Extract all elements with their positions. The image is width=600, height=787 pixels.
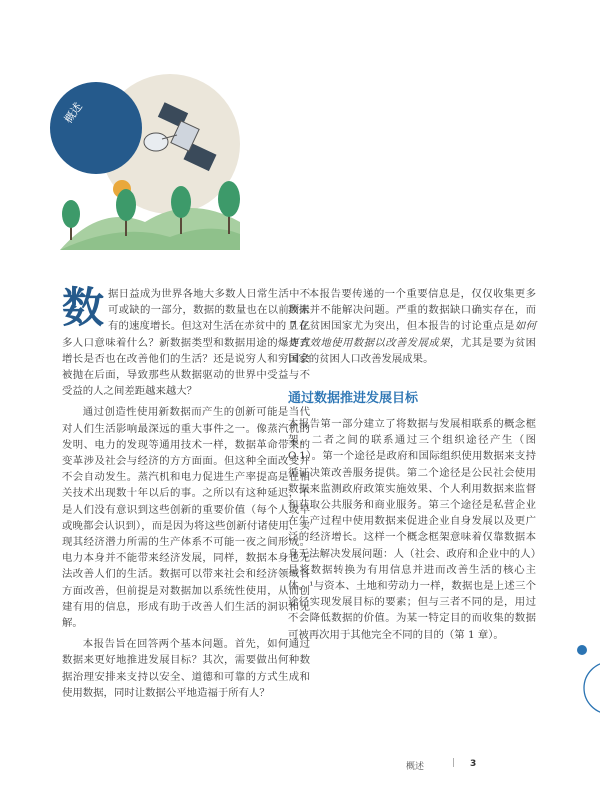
key-message-paragraph: 本报告要传递的一个重要信息是，仅仅收集更多数据并不能解决问题。严重的数据缺口确实存在，而且在贫困国家尤为突出，但本报告的讨论重点是如何更有效地使用数据以改善发展成果，尤其是要为贫困国家的贫困人口改善发展成果。 (288, 288, 537, 365)
overview-illustration (40, 72, 250, 250)
body-paragraph: 本报告第一部分建立了将数据与发展相联系的概念框架，二者之间的联系通过三个组织途径产生（图 O.1）。第一个途径是政府和国际组织使用数据来支持循证决策改善服务提供。第二个途径是公民社会使用数据来监测政府政策实施效果、个人利用数据来监督和获取公共服务和商业服务。第三个途径是私营企业在生产过程中使用数据来促进企业自身发展以及更广泛的经济增长。这样一个概念框架意味着仅靠数据本身无法解决发展问题：人（社会、政府和企业中的人）是将数据转换为有用信息并进而改善生活的核心主体。¹与资本、土地和劳动力一样，数据也是上述三个途径实现发展目标的要素；但与三者不同的是，用过不会降低数据的价值。为某一特定目的而收集的数据可被再次用于其他完全不同的目的（第 1 章）。 (288, 418, 536, 641)
intro-paragraph (62, 283, 310, 399)
right-column (288, 286, 536, 648)
drop-cap: 数 (62, 283, 105, 332)
intro-paragraph-text: 据日益成为世界各地大多数人日常生活中不可或缺的一部分，数据的数量也在以前所未有的速度增长。但这对生活在赤贫中的 7 亿多人口意味着什么？新数据类型和数据用途的爆炸式增长是否也在改善他们的生活？还是说穷人和穷国会被抛在后面，导致那些从数据驱动的世界中受益与不受益的人之间差距越来越大？ (62, 288, 310, 398)
dot-icon (577, 645, 587, 655)
body-paragraph: 通过创造性使用新数据而产生的创新可能是当代对人们生活影响最深远的重大事件之一。像蒸汽机的发明、电力的发现等通用技术一样，数据革命带来的变革涉及社会与经济的方方面面。但这种全面改变并不会自动发生。蒸汽机和电力促进生产率提高是在相关技术出现数十年以后的事。之所以有这种延迟，不是人们没有意识到这些创新的重要价值（每个人或早或晚都会认识到），而是因为将这些创新付诸使用、实现其经济潜力所需的生产体系不可能一夜之间形成。电力本身并不能带来经济发展，同样，数据本身也无法改善人们的生活。数据可以带来社会和经济领域各方面改善，但前提是对数据加以系统性使用，从而创建有用的信息，形成有助于改善人们生活的洞识和见解。 (62, 406, 310, 630)
page-number: 3 (470, 759, 477, 769)
emphasis-text: 如何更有效地使用数据以改善发展成果 (288, 320, 537, 349)
overview-badge-label: 概述 (61, 100, 86, 126)
outline-circle (584, 662, 600, 714)
side-decoration (570, 640, 600, 720)
footer-separator: | (452, 758, 456, 768)
page-footer (406, 759, 486, 773)
footer-section-label: 概述 (406, 762, 425, 772)
section-heading: 通过数据推进发展目标 (288, 391, 419, 407)
body-paragraph: 本报告旨在回答两个基本问题。首先，如何通过数据来更好地推进发展目标？其次，需要做出何种数据治理安排来支持以安全、道德和可靠的方式生成和使用数据，同时让数据公平地造福于所有人？ (62, 638, 310, 699)
left-column (62, 283, 310, 706)
navy-circle (50, 82, 142, 174)
